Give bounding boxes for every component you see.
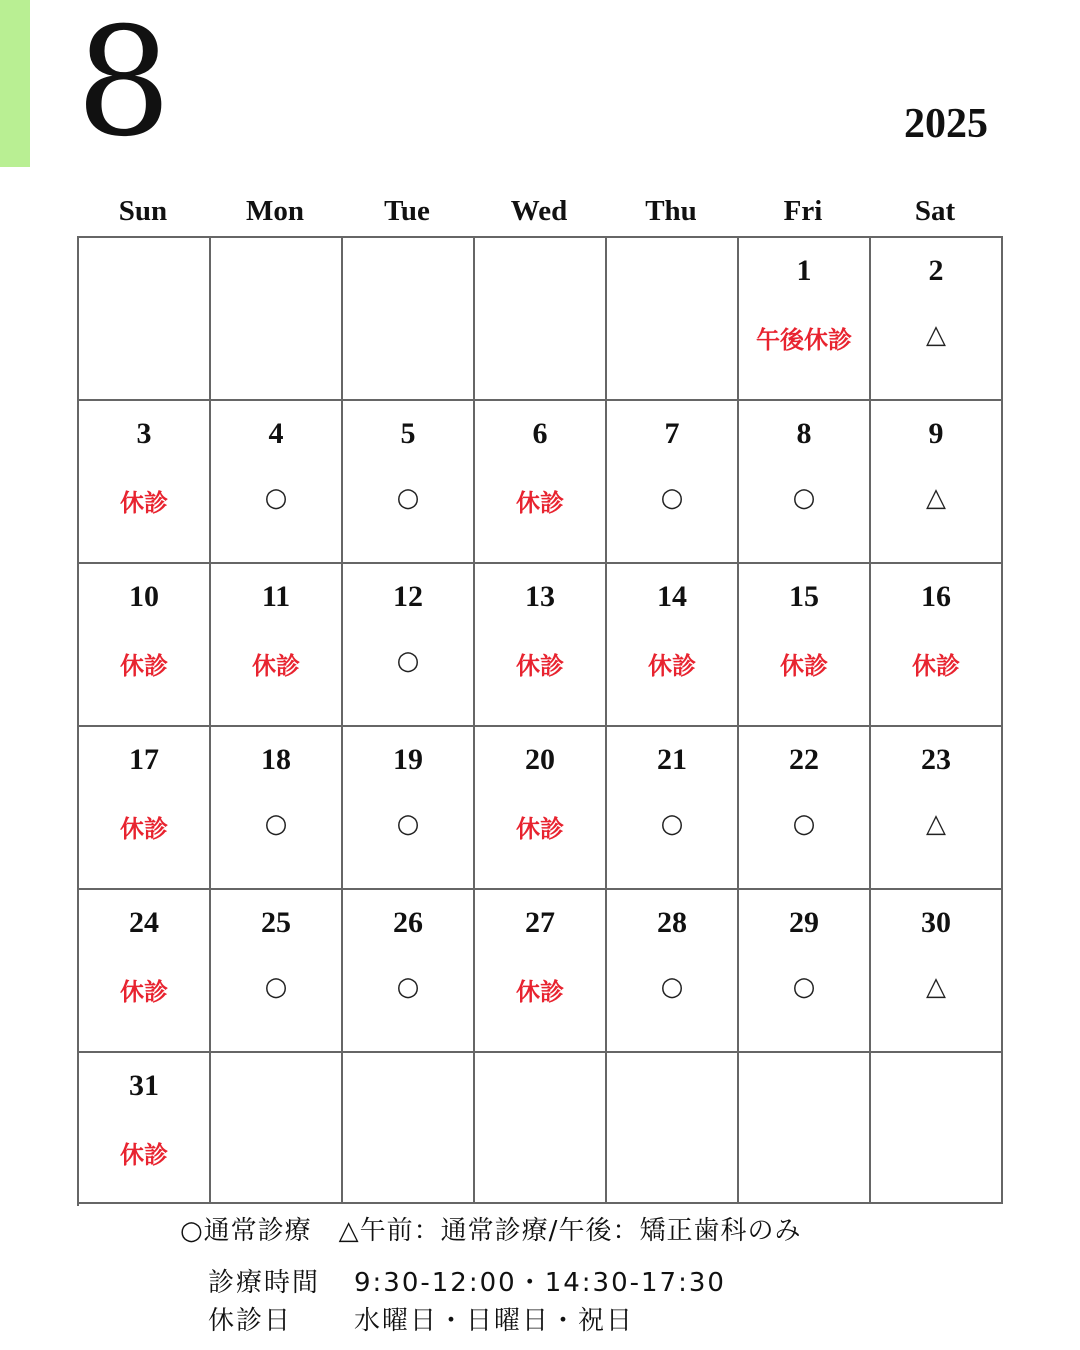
- day-number: 15: [789, 580, 819, 613]
- hours-row: [208, 1262, 726, 1299]
- day-number: 27: [525, 906, 555, 939]
- consult-status-mark: △: [926, 809, 946, 839]
- calendar-day-cell: [79, 890, 211, 1053]
- day-number: 6: [532, 417, 548, 450]
- calendar-day-cell: [79, 401, 211, 564]
- calendar-day-cell: [739, 401, 871, 564]
- weekday-thu: Thu: [645, 195, 697, 227]
- day-number: 8: [796, 417, 812, 450]
- day-number: 14: [657, 580, 687, 613]
- day-number: 18: [261, 743, 291, 776]
- day-number: 4: [268, 417, 284, 450]
- closed-status: 休診: [120, 815, 168, 843]
- day-number: 28: [657, 906, 687, 939]
- calendar-day-cell: [211, 401, 343, 564]
- calendar-day-cell: [871, 401, 1003, 564]
- day-number: 26: [393, 906, 423, 939]
- day-number: 21: [657, 743, 687, 776]
- day-number: 31: [129, 1069, 159, 1102]
- closed-status: 休診: [780, 652, 828, 680]
- day-number: 9: [928, 417, 944, 450]
- month-number: 8: [76, 0, 172, 170]
- calendar-day-cell: [211, 727, 343, 890]
- weekday-sat: Sat: [914, 195, 956, 227]
- calendar-day-cell: [739, 564, 871, 727]
- consult-status-mark: ○: [396, 483, 420, 513]
- calendar-day-cell: [79, 564, 211, 727]
- calendar-day-cell: [79, 1053, 211, 1204]
- day-number: 30: [921, 906, 951, 939]
- consult-status-mark: ○: [396, 646, 420, 676]
- calendar-day-cell: [739, 238, 871, 401]
- consult-status-mark: ○: [396, 972, 420, 1002]
- calendar-day-cell: [211, 890, 343, 1053]
- calendar-day-cell: [739, 727, 871, 890]
- calendar-empty-cell: [475, 1053, 607, 1204]
- closed-days-value: 水曜日・日曜日・祝日: [354, 1306, 635, 1336]
- closed-status: 休診: [120, 1141, 168, 1169]
- day-number: 13: [525, 580, 555, 613]
- consult-status-mark: ○: [264, 972, 288, 1002]
- calendar-empty-cell: [211, 1053, 343, 1204]
- calendar-day-cell: [343, 401, 475, 564]
- day-number: 22: [789, 743, 819, 776]
- weekday-header-row: [77, 188, 1003, 234]
- day-number: 29: [789, 906, 819, 939]
- calendar-empty-cell: [607, 238, 739, 401]
- weekday-sun: Sun: [118, 195, 168, 227]
- consult-status-mark: ○: [792, 483, 816, 513]
- calendar-empty-cell: [871, 1053, 1003, 1204]
- day-number: 7: [664, 417, 680, 450]
- day-number: 17: [129, 743, 159, 776]
- day-number: 23: [921, 743, 951, 776]
- closed-status: 休診: [912, 652, 960, 680]
- day-number: 19: [393, 743, 423, 776]
- calendar-empty-cell: [607, 1053, 739, 1204]
- calendar-day-cell: [871, 727, 1003, 890]
- closed-status: 休診: [120, 489, 168, 517]
- calendar-day-cell: [475, 564, 607, 727]
- closed-status: 休診: [120, 652, 168, 680]
- hours-value: 9:30-12:00・14:30-17:30: [354, 1268, 726, 1298]
- calendar-day-cell: [343, 727, 475, 890]
- consult-status-mark: ○: [792, 972, 816, 1002]
- day-number: 16: [921, 580, 951, 613]
- calendar-empty-cell: [211, 238, 343, 401]
- day-number: 5: [400, 417, 416, 450]
- calendar-day-cell: [475, 727, 607, 890]
- accent-bar: [0, 0, 30, 167]
- calendar-day-cell: [607, 727, 739, 890]
- year-label: 2025: [904, 101, 988, 147]
- consult-status-mark: ○: [660, 972, 684, 1002]
- weekday-tue: Tue: [384, 195, 430, 227]
- calendar-empty-cell: [343, 238, 475, 401]
- day-number: 24: [129, 906, 159, 939]
- calendar-day-cell: [475, 890, 607, 1053]
- day-number: 12: [393, 580, 423, 613]
- consult-status-mark: △: [926, 972, 946, 1002]
- calendar-day-cell: [607, 564, 739, 727]
- day-number: 1: [796, 254, 812, 287]
- calendar-day-cell: [343, 564, 475, 727]
- consult-status-mark: ○: [660, 809, 684, 839]
- closed-days-label: 休診日: [208, 1306, 293, 1336]
- calendar-day-cell: [607, 890, 739, 1053]
- day-number: 25: [261, 906, 291, 939]
- closed-days-row: [208, 1300, 634, 1337]
- consult-status-mark: ○: [660, 483, 684, 513]
- day-number: 11: [261, 580, 291, 613]
- weekday-mon: Mon: [246, 195, 304, 227]
- day-number: 2: [928, 254, 944, 287]
- calendar-empty-cell: [79, 238, 211, 401]
- closed-status: 休診: [252, 652, 300, 680]
- closed-status: 午後休診: [756, 326, 852, 354]
- calendar-day-cell: [343, 890, 475, 1053]
- calendar-day-cell: [871, 238, 1003, 401]
- hours-label: 診療時間: [208, 1268, 321, 1298]
- closed-status: 休診: [516, 652, 564, 680]
- calendar-day-cell: [79, 727, 211, 890]
- closed-status: 休診: [648, 652, 696, 680]
- calendar-day-cell: [871, 564, 1003, 727]
- weekday-fri: Fri: [783, 195, 823, 227]
- weekday-wed: Wed: [510, 195, 568, 227]
- day-number: 3: [136, 417, 152, 450]
- consult-status-mark: ○: [264, 483, 288, 513]
- calendar-day-cell: [211, 564, 343, 727]
- calendar-empty-cell: [475, 238, 607, 401]
- legend-text: ○通常診療 △午前：通常診療/午後：矯正歯科のみ: [180, 1216, 802, 1246]
- calendar-day-cell: [871, 890, 1003, 1053]
- calendar-day-cell: [475, 401, 607, 564]
- consult-status-mark: ○: [396, 809, 420, 839]
- calendar-day-cell: [739, 890, 871, 1053]
- closed-status: 休診: [516, 815, 564, 843]
- consult-status-mark: ○: [792, 809, 816, 839]
- closed-status: 休診: [516, 489, 564, 517]
- consult-status-mark: △: [926, 483, 946, 513]
- calendar-empty-cell: [343, 1053, 475, 1204]
- calendar-day-cell: [607, 401, 739, 564]
- calendar-empty-cell: [739, 1053, 871, 1204]
- closed-status: 休診: [516, 978, 564, 1006]
- day-number: 20: [525, 743, 555, 776]
- consult-status-mark: ○: [264, 809, 288, 839]
- closed-status: 休診: [120, 978, 168, 1006]
- day-number: 10: [129, 580, 159, 613]
- consult-status-mark: △: [926, 320, 946, 350]
- calendar-grid: [77, 236, 1003, 1206]
